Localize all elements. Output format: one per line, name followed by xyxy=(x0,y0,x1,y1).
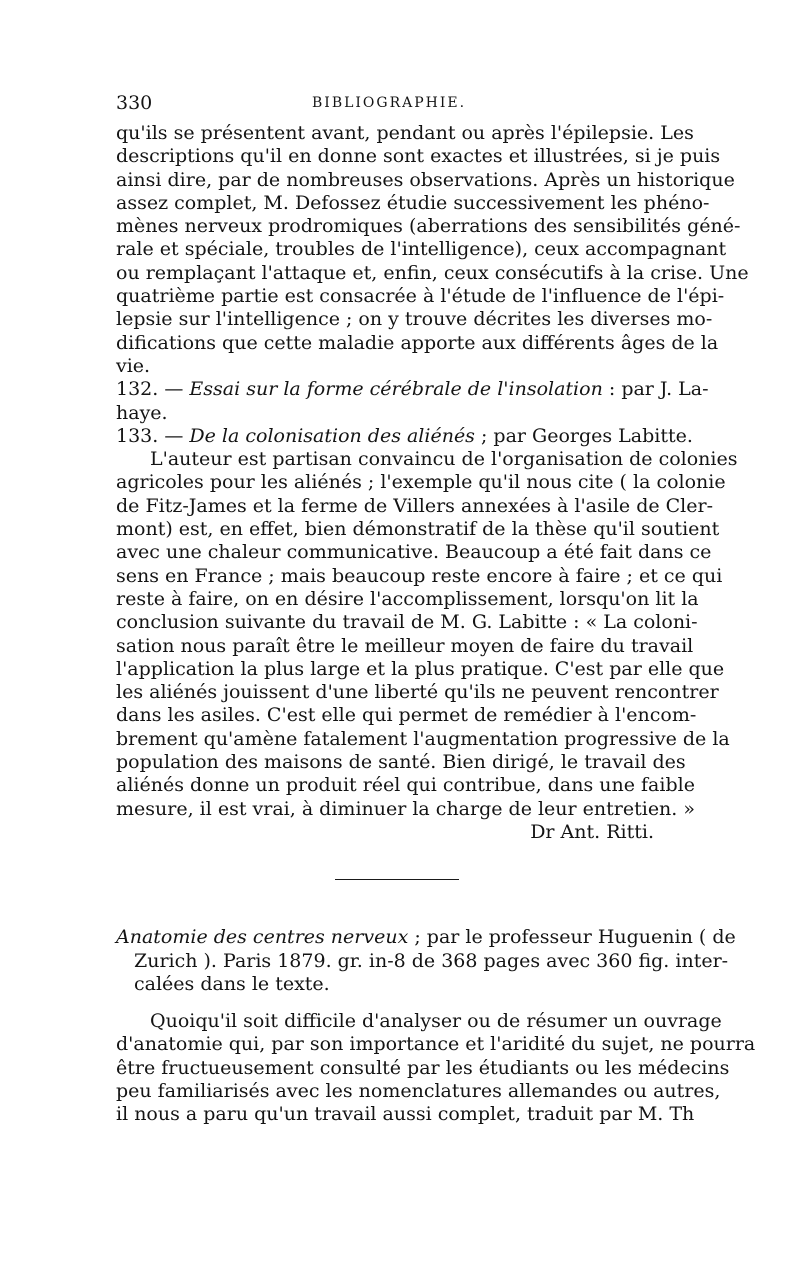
running-title: BIBLIOGRAPHIE. xyxy=(312,95,467,111)
text-line: avec une chaleur communicative. Beaucoup a été fait dans ce xyxy=(116,541,712,564)
paragraph-colonisation xyxy=(116,448,738,821)
paragraph-anatomy xyxy=(116,1010,756,1126)
text-line: brement qu'amène fatalement l'augmentation progressive de la xyxy=(116,727,730,750)
text-line: quatrième partie est consacrée à l'étude de l'influence de l'épi- xyxy=(116,285,725,308)
entry-number: 132. — xyxy=(116,378,184,401)
text-line: population des maisons de santé. Bien dirigé, le travail des xyxy=(116,751,686,774)
text-line: mont) est, en effet, bien démonstratif de la thèse qu'il soutient xyxy=(116,518,720,541)
bibliography-entry-132 xyxy=(116,378,709,425)
text-line: aliénés donne un produit réel qui contribue, dans une faible xyxy=(116,774,695,797)
text-line: les aliénés jouissent d'une liberté qu'ils ne peuvent rencontrer xyxy=(116,681,719,704)
text-line: l'application la plus large et la plus pratique. C'est par elle que xyxy=(116,657,725,680)
text-line: rale et spéciale, troubles de l'intelligence), ceux accompagnant xyxy=(116,238,727,261)
text-line: conclusion suivante du travail de M. G. Labitte : « La coloni- xyxy=(116,611,698,634)
text-line: il nous a paru qu'un travail aussi complet, traduit par M. Th xyxy=(116,1103,695,1126)
text-line: assez complet, M. Defossez étudie successivement les phéno- xyxy=(116,191,710,214)
book-page xyxy=(116,92,756,1127)
review-line xyxy=(116,926,736,949)
text-line: ou remplaçant l'attaque et, enfin, ceux consécutifs à la crise. Une xyxy=(116,261,749,284)
text-line: dans les asiles. C'est elle qui permet de remédier à l'encom- xyxy=(116,704,697,727)
text-line: sens en France ; mais beaucoup reste encore à faire ; et ce qui xyxy=(116,564,723,587)
page-number: 330 xyxy=(116,92,153,114)
entry-title: Essai sur la forme cérébrale de l'insolation xyxy=(189,378,603,401)
reviewer-signature: Dr Ant. Ritti. xyxy=(530,820,654,843)
text-line: lepsie sur l'intelligence ; on y trouve décrites les diverses mo- xyxy=(116,308,713,331)
text-line: mènes nerveux prodromiques (aberrations des sensibilités géné- xyxy=(116,215,741,238)
entry-author: : par J. La- xyxy=(608,378,709,401)
text-line: être fructueusement consulté par les étudiants ou les médecins xyxy=(116,1056,730,1079)
entry-title: De la colonisation des aliénés xyxy=(189,424,475,447)
entry-line: haye. xyxy=(116,401,168,424)
review-line: Zurich ). Paris 1879. gr. in-8 de 368 pages avec 360 fig. inter- xyxy=(134,949,729,972)
review-line: calées dans le texte. xyxy=(134,972,330,995)
bibliography-entry-133 xyxy=(116,424,693,448)
text-line: mesure, il est vrai, à diminuer la charge de leur entretien. » xyxy=(116,797,695,820)
entry-line xyxy=(116,378,709,401)
review-title: Anatomie des centres nerveux xyxy=(116,926,409,949)
review-author: ; par le professeur Huguenin ( de xyxy=(414,926,736,949)
entry-number: 133. — xyxy=(116,424,184,447)
text-line: Quoiqu'il soit difficile d'analyser ou de résumer un ouvrage xyxy=(150,1010,722,1033)
text-line: vie. xyxy=(116,354,151,377)
text-line: sation nous paraît être le meilleur moyen de faire du travail xyxy=(116,634,694,657)
section-divider xyxy=(335,879,459,880)
text-line: de Fitz-James et la ferme de Villers annexées à l'asile de Cler- xyxy=(116,494,713,517)
text-line: agricoles pour les aliénés ; l'exemple qu'il nous cite ( la colonie xyxy=(116,471,726,494)
paragraph-epilepsy xyxy=(116,122,749,378)
entry-author: ; par Georges Labitte. xyxy=(480,424,693,447)
entry-line xyxy=(116,424,693,448)
text-line: qu'ils se présentent avant, pendant ou après l'épilepsie. Les xyxy=(116,122,694,144)
text-line: reste à faire, on en désire l'accomplissement, lorsqu'on lit la xyxy=(116,587,699,610)
text-line: peu familiarisés avec les nomenclatures allemandes ou autres, xyxy=(116,1079,721,1102)
text-line: d'anatomie qui, par son importance et l'aridité du sujet, ne pourra xyxy=(116,1033,756,1056)
running-head xyxy=(116,92,678,122)
text-line: descriptions qu'il en donne sont exactes et illustrées, si je puis xyxy=(116,145,721,168)
text-line: difications que cette maladie apporte aux différents âges de la xyxy=(116,331,719,354)
spacer xyxy=(116,996,678,1010)
review-heading xyxy=(116,926,736,996)
text-line: ainsi dire, par de nombreuses observations. Après un historique xyxy=(116,168,735,191)
text-line: L'auteur est partisan convaincu de l'organisation de colonies xyxy=(150,448,738,471)
